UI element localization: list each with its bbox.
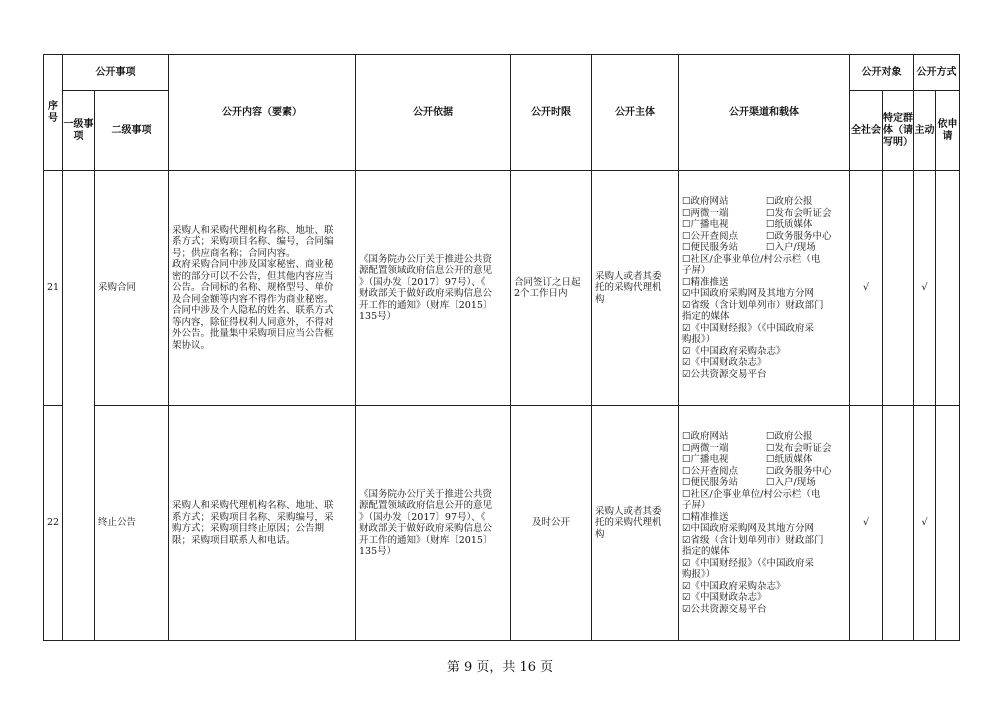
table-row — [44, 171, 960, 406]
header-specific-group: 特定群体（请写明） — [883, 91, 914, 171]
basis-cell: 《国务院办公厅关于推进公共资 源配置领域政府信息公开的意见 》（国办发〔2017〕97号）、《 财政部关于做好政府采购信息公 开工作的通知》（财库〔2015〕 135号） — [356, 171, 511, 406]
channels-cell: ☐政府网站 ☐政府公报 ☐两微一端 ☐发布会听证会 ☐广播电视 ☐纸质媒体 ☐公开查阅点 ☐政务服务中心 ☐便民服务站 ☐入户/现场 ☐社区/企事业单位/村公示栏（电 子屏） ☐精准推送 ☑中国政府采购网及其地方分网 ☑省级（含计划单列市）财政部门 指定的媒体 ☑《中国财经报》（《中国政府采 购报》） ☑《中国政府采购杂志》 ☑《中国财政杂志》 ☑公共资源交易平台 — [679, 171, 850, 406]
channels-cell: ☐政府网站 ☐政府公报 ☐两微一端 ☐发布会听证会 ☐广播电视 ☐纸质媒体 ☐公开查阅点 ☐政务服务中心 ☐便民服务站 ☐入户/现场 ☐社区/企事业单位/村公示栏（电 子屏） ☐精准推送 ☑中国政府采购网及其地方分网 ☑省级（含计划单列市）财政部门 指定的媒体 ☑《中国财经报》（《中国政府采 购报》） ☑《中国政府采购杂志》 ☑《中国财政杂志》 ☑公共资源交易平台 — [679, 406, 850, 641]
subject-cell: 采购人或者其委 托的采购代理机 构 — [592, 171, 679, 406]
channel-option: ☐政府网站 — [682, 196, 729, 207]
channel-option: ☐两微一端 — [682, 442, 729, 454]
channel-option: ☐入户/现场 — [766, 242, 816, 253]
header-subject: 公开主体 — [592, 55, 679, 171]
on-request-cell — [936, 406, 960, 641]
header-method: 公开方式 — [914, 55, 960, 91]
header-channels: 公开渠道和载体 — [679, 55, 850, 171]
channel-option: ☐政务服务中心 — [766, 230, 832, 242]
header-level2: 二级事项 — [95, 91, 169, 171]
active-check: √ — [914, 406, 936, 641]
time-cell: 合同签订之日起 2个工作日内 — [511, 171, 592, 406]
content-cell: 采购人和采购代理机构名称、地址、联 系方式；采购项目名称、编号，合同编 号；供应商名称；合同内容。 政府采购合同中涉及国家秘密、商业秘 密的部分可以不公告，但其他内容应当 公告。合同标的名称、规格型号、单价 及合同金额等内容不得作为商业秘密。 合同中涉及个人隐私的姓名、联系方式 等内容，除征得权利人同意外，不得对 外公告。批量集中采购项目应当公告框 架协议。 — [169, 171, 356, 406]
page-footer: 第 9 页，共 16 页 — [446, 660, 554, 675]
channel-option: ☐发布会听证会 — [766, 442, 832, 454]
on-request-cell — [936, 171, 960, 406]
item-name: 采购合同 — [95, 171, 169, 406]
header-seq: 序号 — [44, 55, 63, 171]
whole-society-check: √ — [850, 406, 883, 641]
header-items: 公开事项 — [63, 55, 169, 91]
channel-option: ☐政府公报 — [766, 196, 813, 207]
channel-option: ☐发布会听证会 — [766, 207, 832, 219]
active-check: √ — [914, 171, 936, 406]
channel-option: ☐便民服务站 — [682, 242, 739, 253]
channel-option: ☐公开查阅点 — [682, 465, 739, 477]
row-number: 22 — [44, 406, 63, 641]
specific-group-cell — [883, 406, 914, 641]
header-target: 公开对象 — [850, 55, 914, 91]
header-time: 公开时限 — [511, 55, 592, 171]
channel-option: ☐政府网站 — [682, 431, 729, 442]
disclosure-table — [43, 54, 960, 641]
content-cell: 采购人和采购代理机构名称、地址、联 系方式；采购项目名称、采购编号，采 购方式；采购项目终止原因；公告期 限；采购项目联系人和电话。 — [169, 406, 356, 641]
basis-cell: 《国务院办公厅关于推进公共资 源配置领域政府信息公开的意见 》（国办发〔2017〕97号）、《 财政部关于做好政府采购信息公 开工作的通知》（财库〔2015〕 135号） — [356, 406, 511, 641]
channel-option: ☐政府公报 — [766, 431, 813, 442]
item-name: 终止公告 — [95, 406, 169, 641]
header-on-request: 依申请 — [936, 91, 960, 171]
subject-cell: 采购人或者其委 托的采购代理机 构 — [592, 406, 679, 641]
table-row — [44, 406, 960, 641]
time-cell: 及时公开 — [511, 406, 592, 641]
channel-option: ☐入户/现场 — [766, 477, 816, 488]
header-whole-society: 全社会 — [850, 91, 883, 171]
channel-option: ☐纸质媒体 — [766, 219, 813, 230]
row-number: 21 — [44, 171, 63, 406]
channel-option: ☐政务服务中心 — [766, 465, 832, 477]
specific-group-cell — [883, 171, 914, 406]
channel-option: ☐广播电视 — [682, 454, 729, 465]
channel-option: ☐纸质媒体 — [766, 454, 813, 465]
header-content: 公开内容（要素） — [169, 55, 356, 171]
header-active: 主动 — [914, 91, 936, 171]
header-basis: 公开依据 — [356, 55, 511, 171]
channel-option: ☐广播电视 — [682, 219, 729, 230]
channel-option: ☐便民服务站 — [682, 477, 739, 488]
channel-option: ☐两微一端 — [682, 207, 729, 219]
level1-cell — [63, 171, 95, 641]
whole-society-check: √ — [850, 171, 883, 406]
header-level1: 一级事项 — [63, 91, 95, 171]
channel-option: ☐公开查阅点 — [682, 230, 739, 242]
